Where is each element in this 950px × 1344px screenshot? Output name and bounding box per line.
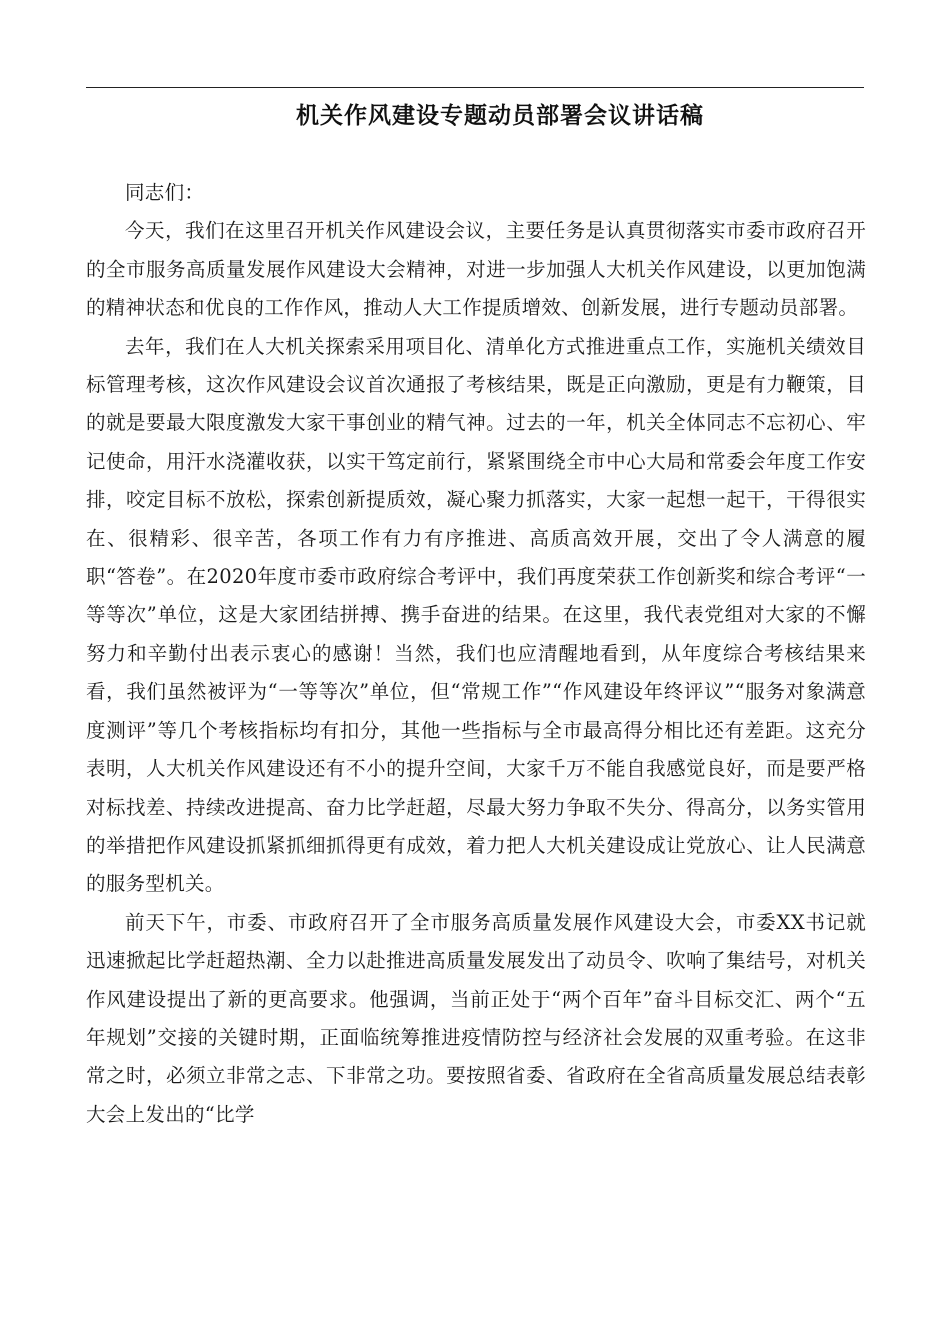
header-rule — [86, 87, 864, 88]
paragraph-2: 去年，我们在人大机关探索采用项目化、清单化方式推进重点工作，实施机关绩效目标管理考核，这次作风建设会议首次通报了考核结果，既是正向激励，更是有力鞭策，目的就是要最大限度激发大家干事创业的精气神。过去的一年，机关全体同志不忘初心、牢记使命，用汗水浇灌收获，以实干笃定前行，紧紧围绕全市中心大局和常委会年度工作安排，咬定目标不放松，探索创新提质效，凝心聚力抓落实，大家一起想一起干，干得很实在、很精彩、很辛苦，各项工作有力有序推进、高质高效开展，交出了令人满意的履职“答卷”。在2020年度市委市政府综合考评中，我们再度荣获工作创新奖和综合考评“一等等次”单位，这是大家团结拼搏、携手奋进的结果。在这里，我代表党组对大家的不懈努力和辛勤付出表示衷心的感谢！当然，我们也应清醒地看到，从年度综合考核结果来看，我们虽然被评为“一等等次”单位，但“常规工作”“作风建设年终评议”“服务对象满意度测评”等几个考核指标均有扣分，其他一些指标与全市最高得分相比还有差距。这充分表明，人大机关作风建设还有不小的提升空间，大家千万不能自我感觉良好，而是要严格对标找差、持续改进提高、奋力比学赶超，尽最大努力争取不失分、得高分，以务实管用的举措把作风建设抓紧抓细抓得更有成效，着力把人大机关建设成让党放心、让人民满意的服务型机关。 — [86, 334, 866, 896]
document-title: 机关作风建设专题动员部署会议讲话稿 — [296, 103, 704, 129]
paragraph-1: 今天，我们在这里召开机关作风建设会议，主要任务是认真贯彻落实市委市政府召开的全市服务高质量发展作风建设大会精神，对进一步加强人大机关作风建设，以更加饱满的精神状态和优良的工作作风，推动人大工作提质增效、创新发展，进行专题动员部署。 — [86, 219, 866, 320]
document-body — [86, 174, 866, 1134]
greeting: 同志们： — [125, 181, 205, 204]
paragraph-3: 前天下午，市委、市政府召开了全市服务高质量发展作风建设大会，市委XX书记就迅速掀起比学赶超热潮、全力以赴推进高质量发展发出了动员令、吹响了集结号，对机关作风建设提出了新的更高要求。他强调，当前正处于“两个百年”奋斗目标交汇、两个“五年规划”交接的关键时期，正面临统筹推进疫情防控与经济社会发展的双重考验。在这非常之时，必须立非常之志、下非常之功。要按照省委、省政府在全省高质量发展总结表彰大会上发出的“比学 — [86, 910, 866, 1126]
